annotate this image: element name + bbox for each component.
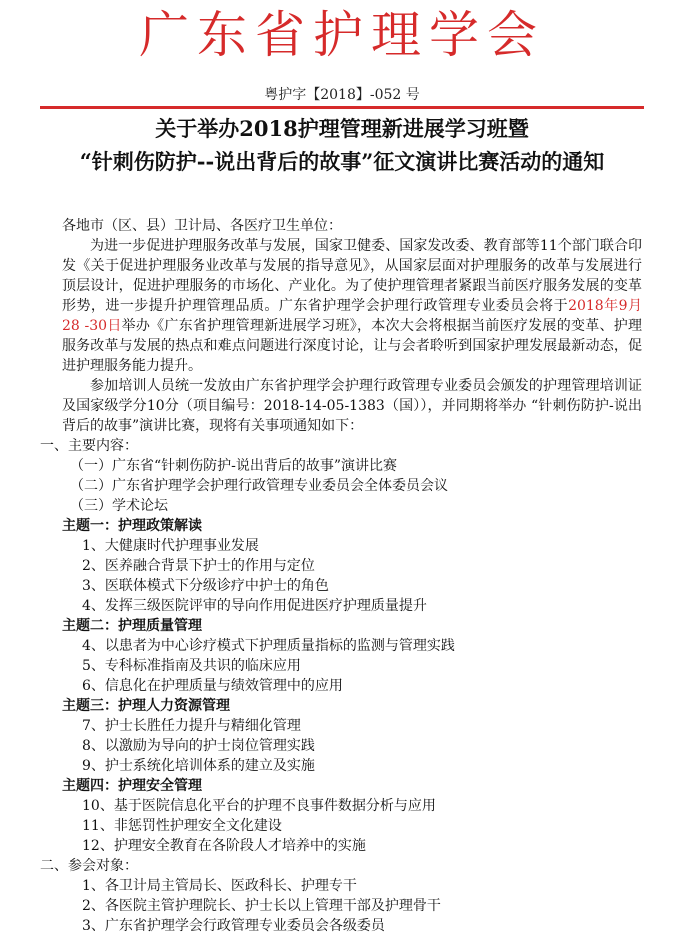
title-line-2: “针刺伤防护--说出背后的故事”征文演讲比赛活动的通知: [79, 149, 605, 174]
section-2-item: 3、广东省护理学会行政管理专业委员会各级委员: [82, 918, 385, 934]
theme-item: 5、专科标准指南及共识的临床应用: [82, 658, 301, 674]
theme-item: 8、以激励为导向的护士岗位管理实践: [82, 738, 315, 754]
document-body: [40, 216, 642, 936]
theme-item: 10、基于医院信息化平台的护理不良事件数据分析与应用: [82, 798, 436, 814]
paragraph-1: [62, 236, 642, 376]
title-line-1: 关于举办2018护理管理新进展学习班暨: [155, 116, 529, 141]
theme-item: 4、发挥三级医院评审的导向作用促进医疗护理质量提升: [82, 598, 427, 614]
organization-name: 广东省护理学会: [139, 6, 545, 64]
addressee: 各地市（区、县）卫计局、各医疗卫生单位：: [62, 218, 342, 234]
theme-item: 6、信息化在护理质量与绩效管理中的应用: [82, 678, 343, 694]
section-2-item: 2、各医院主管护理院长、护士长以上管理干部及护理骨干: [82, 898, 441, 914]
section-1-item: （二）广东省护理学会护理行政管理专业委员会全体委员会议: [70, 478, 448, 494]
header-divider: [40, 106, 644, 109]
theme-item: 1、大健康时代护理事业发展: [82, 538, 259, 554]
section-2-title: 二、参会对象：: [40, 858, 138, 874]
paragraph-1-text-a: 为进一步促进护理服务改革与发展，国家卫健委、国家发改委、教育部等11个部门联合印发《关于促进护理服务业改革与发展的指导意见》，从国家层面对护理服务的改革与发展进行顶层设计，促进护理服务的市场化、产业化。为了使护理管理者紧跟当前医疗服务发展的变革形势，进一步提升护理管理品质。广东省护理学会护理行政管理专业委员会将于: [62, 238, 642, 314]
section-1-item: （三）学术论坛: [70, 498, 168, 514]
theme-item: 9、护士系统化培训体系的建立及实施: [82, 758, 315, 774]
theme-title: 主题三：护理人力资源管理: [62, 698, 230, 714]
theme-item: 7、护士长胜任力提升与精细化管理: [82, 718, 301, 734]
theme-item: 3、医联体模式下分级诊疗中护士的角色: [82, 578, 329, 594]
section-1-item: （一）广东省“针刺伤防护-说出背后的故事”演讲比赛: [70, 458, 398, 474]
paragraph-2: 参加培训人员统一发放由广东省护理学会护理行政管理专业委员会颁发的护理管理培训证及国家级学分10分（项目编号：2018-14-05-1383（国）），并同期将举办 “针刺伤防护-说出背后的故事”演讲比赛，现将有关事项通知如下：: [62, 378, 642, 434]
theme-title: 主题二：护理质量管理: [62, 618, 202, 634]
section-1-title: 一、主要内容：: [40, 438, 138, 454]
theme-item: 12、护理安全教育在各阶段人才培养中的实施: [82, 838, 366, 854]
theme-title: 主题四：护理安全管理: [62, 778, 202, 794]
event-date: 2018年9月28 -30日: [62, 298, 642, 334]
paragraph-1-text-b: 举办《广东省护理管理新进展学习班》，本次大会将根据当前医疗发展的变革、护理服务改革与发展的热点和难点问题进行深度讨论，让与会者聆听到国家护理发展最新动态，促进护理服务能力提升。: [62, 318, 642, 374]
theme-item: 11、非惩罚性护理安全文化建设: [82, 818, 282, 834]
section-2-item: 1、各卫计局主管局长、医政科长、护理专干: [82, 878, 357, 894]
theme-title: 主题一：护理政策解读: [62, 518, 202, 534]
theme-item: 4、以患者为中心诊疗模式下护理质量指标的监测与管理实践: [82, 638, 455, 654]
document-number: 粤护字【2018】-052 号: [264, 87, 420, 103]
theme-item: 2、医养融合背景下护士的作用与定位: [82, 558, 315, 574]
